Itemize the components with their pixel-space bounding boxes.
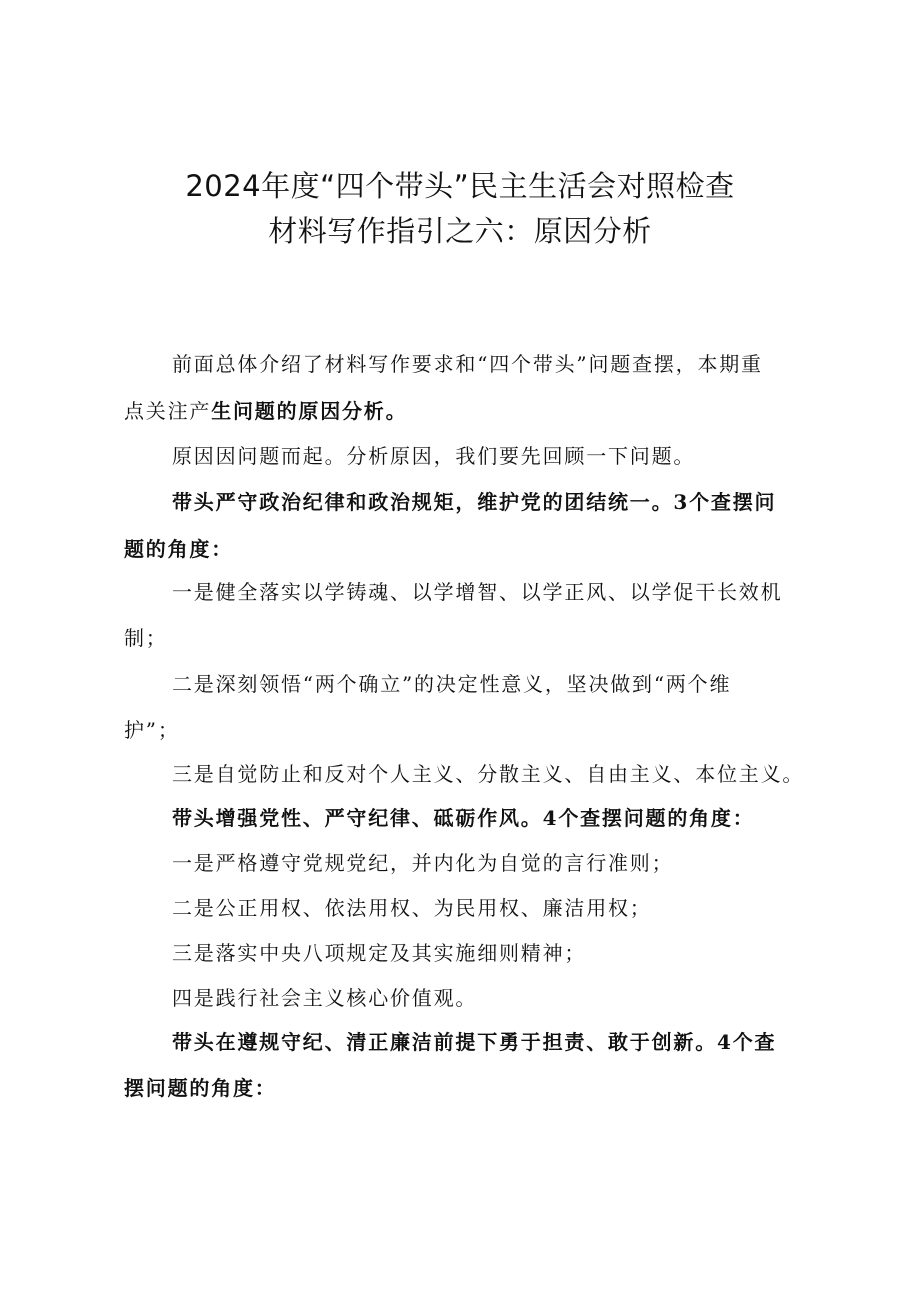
intro-normal-text: 点关注产 — [124, 399, 212, 423]
item-1-1-line-1: 一是健全落实以学铸魂、以学增智、以学正风、以学促干长效机 — [172, 580, 783, 604]
document-title-line-1: 2024年度“四个带头”民主生活会对照检查 — [185, 169, 735, 203]
item-1-3: 三是自觉防止和反对个人主义、分散主义、自由主义、本位主义。 — [172, 762, 805, 786]
item-2-1: 一是严格遵守党规党纪，并内化为自觉的言行准则； — [172, 851, 674, 875]
heading-3-line-2: 摆问题的角度： — [124, 1076, 277, 1100]
paragraph-intro-line-2 — [124, 397, 407, 425]
paragraph-intro-line-1: 前面总体介绍了材料写作要求和“四个带头”问题查摆，本期重 — [172, 352, 763, 376]
heading-1-line-2: 题的角度： — [124, 537, 233, 561]
paragraph-cause: 原因因问题而起。分析原因，我们要先回顾一下问题。 — [172, 444, 696, 468]
document-title-line-2: 材料写作指引之六：原因分析 — [268, 214, 652, 248]
item-1-2-line-1: 二是深刻领悟“两个确立”的决定性意义，坚决做到“两个维 — [172, 672, 732, 696]
heading-1-line-1: 带头严守政治纪律和政治规矩，维护党的团结统一。3个查摆问 — [172, 490, 777, 514]
item-2-4: 四是践行社会主义核心价值观。 — [172, 986, 478, 1010]
item-2-2: 二是公正用权、依法用权、为民用权、廉洁用权； — [172, 896, 652, 920]
item-2-3: 三是落实中央八项规定及其实施细则精神； — [172, 941, 587, 965]
intro-bold-text: 生问题的原因分析。 — [211, 399, 408, 423]
heading-2: 带头增强党性、严守纪律、砥砺作风。4个查摆问题的角度： — [172, 806, 755, 830]
item-1-2-line-2: 护”； — [124, 718, 180, 742]
heading-3-line-1: 带头在遵规守纪、清正廉洁前提下勇于担责、敢于创新。4个查 — [172, 1030, 777, 1054]
item-1-1-line-2: 制； — [124, 626, 168, 650]
